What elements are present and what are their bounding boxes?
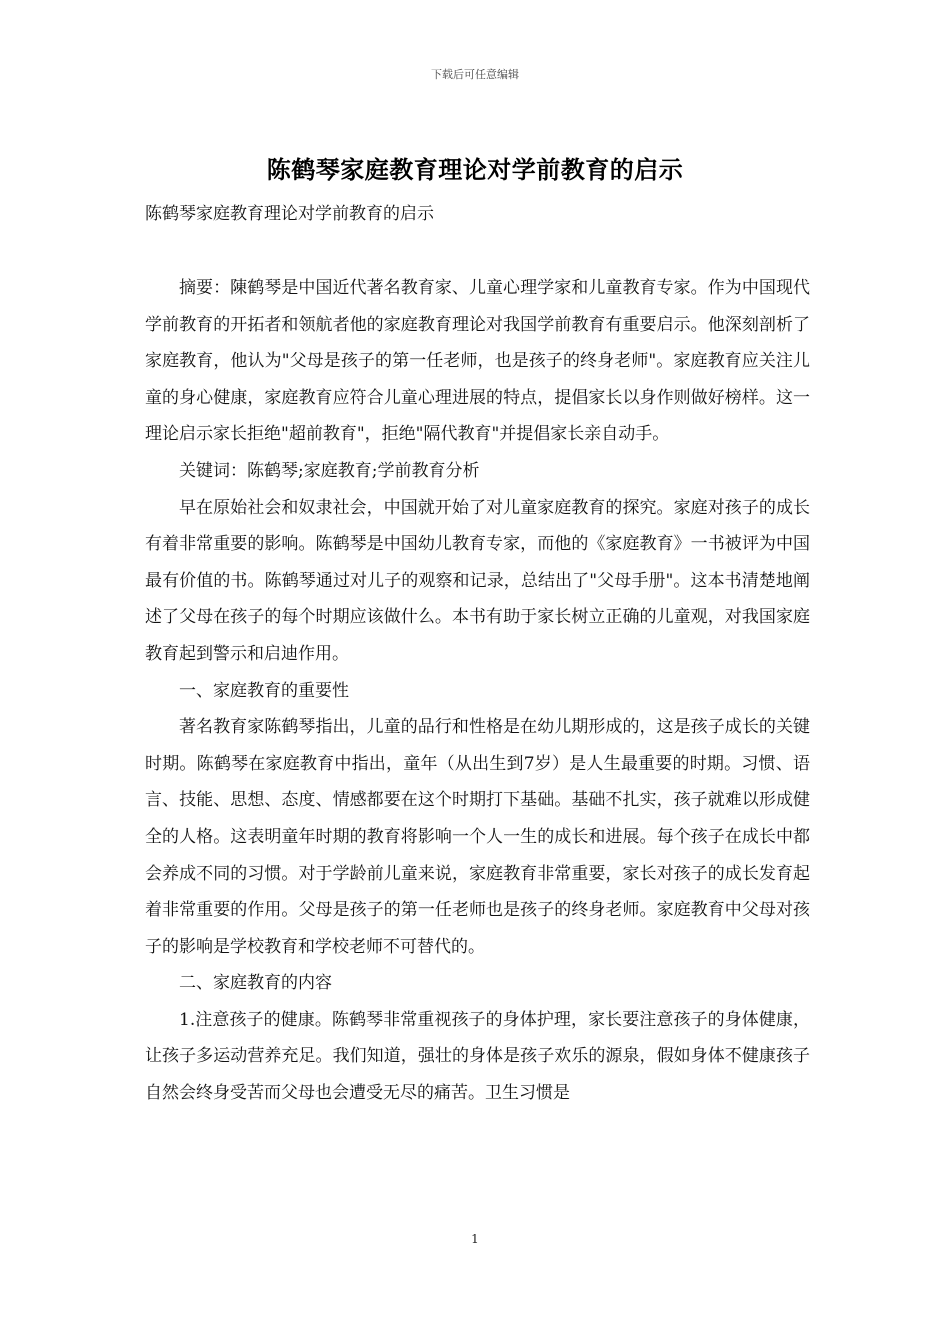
document-subtitle: 陈鹤琴家庭教育理论对学前教育的启示	[145, 204, 434, 224]
page-number: 1	[471, 1232, 479, 1246]
abstract-paragraph: 摘要：陳鹤琴是中国近代著名教育家、儿童心理学家和儿童教育专家。作为中国现代学前教育的开拓者和领航者他的家庭教育理论对我国学前教育有重要启示。他深刻剖析了家庭教育，他认为"父母是孩子的第一任老师，也是孩子的终身老师"。家庭教育应关注儿童的身心健康，家庭教育应符合儿童心理进展的特点，提倡家长以身作则做好榜样。这一理论启示家长拒绝"超前教育"，拒绝"隔代教育"并提倡家长亲自动手。	[145, 278, 810, 445]
importance-paragraph: 著名教育家陈鹤琴指出，儿童的品行和性格是在幼儿期形成的，这是孩子成长的关键时期。陈鹤琴在家庭教育中指出，童年（从出生到7岁）是人生最重要的时期。习惯、语言、技能、思想、态度、情感都要在这个时期打下基础。基础不扎实，孩子就难以形成健全的人格。这表明童年时期的教育将影响一个人一生的成长和进展。每个孩子在成长中都会养成不同的习惯。对于学龄前儿童来说，家庭教育非常重要，家长对孩子的成长发育起着非常重要的作用。父母是孩子的第一任老师也是孩子的终身老师。家庭教育中父母对孩子的影响是学校教育和学校老师不可替代的。	[145, 717, 810, 957]
section-heading-importance: 一、家庭教育的重要性	[179, 680, 349, 701]
section-heading-content: 二、家庭教育的内容	[179, 973, 332, 994]
page-header-note: 下载后可任意编辑	[431, 68, 519, 81]
intro-paragraph: 早在原始社会和奴隶社会，中国就开始了对儿童家庭教育的探究。家庭对孩子的成长有着非常重要的影响。陈鹤琴是中国幼儿教育专家，而他的《家庭教育》一书被评为中国最有价值的书。陈鹤琴通过对儿子的观察和记录，总结出了"父母手册"。这本书清楚地阐述了父母在孩子的每个时期应该做什么。本书有助于家长树立正确的儿童观，对我国家庭教育起到警示和启迪作用。	[145, 497, 810, 664]
document-title: 陈鹤琴家庭教育理论对学前教育的启示	[266, 155, 684, 184]
keywords-paragraph: 关键词：陈鹤琴;家庭教育;学前教育分析	[179, 460, 480, 481]
document-body	[145, 270, 810, 1112]
health-paragraph: 1.注意孩子的健康。陈鹤琴非常重视孩子的身体护理，家长要注意孩子的身体健康，让孩子多运动营养充足。我们知道，强壮的身体是孩子欢乐的源泉，假如身体不健康孩子自然会终身受苦而父母也会遭受无尽的痛苦。卫生习惯是	[145, 1009, 810, 1104]
